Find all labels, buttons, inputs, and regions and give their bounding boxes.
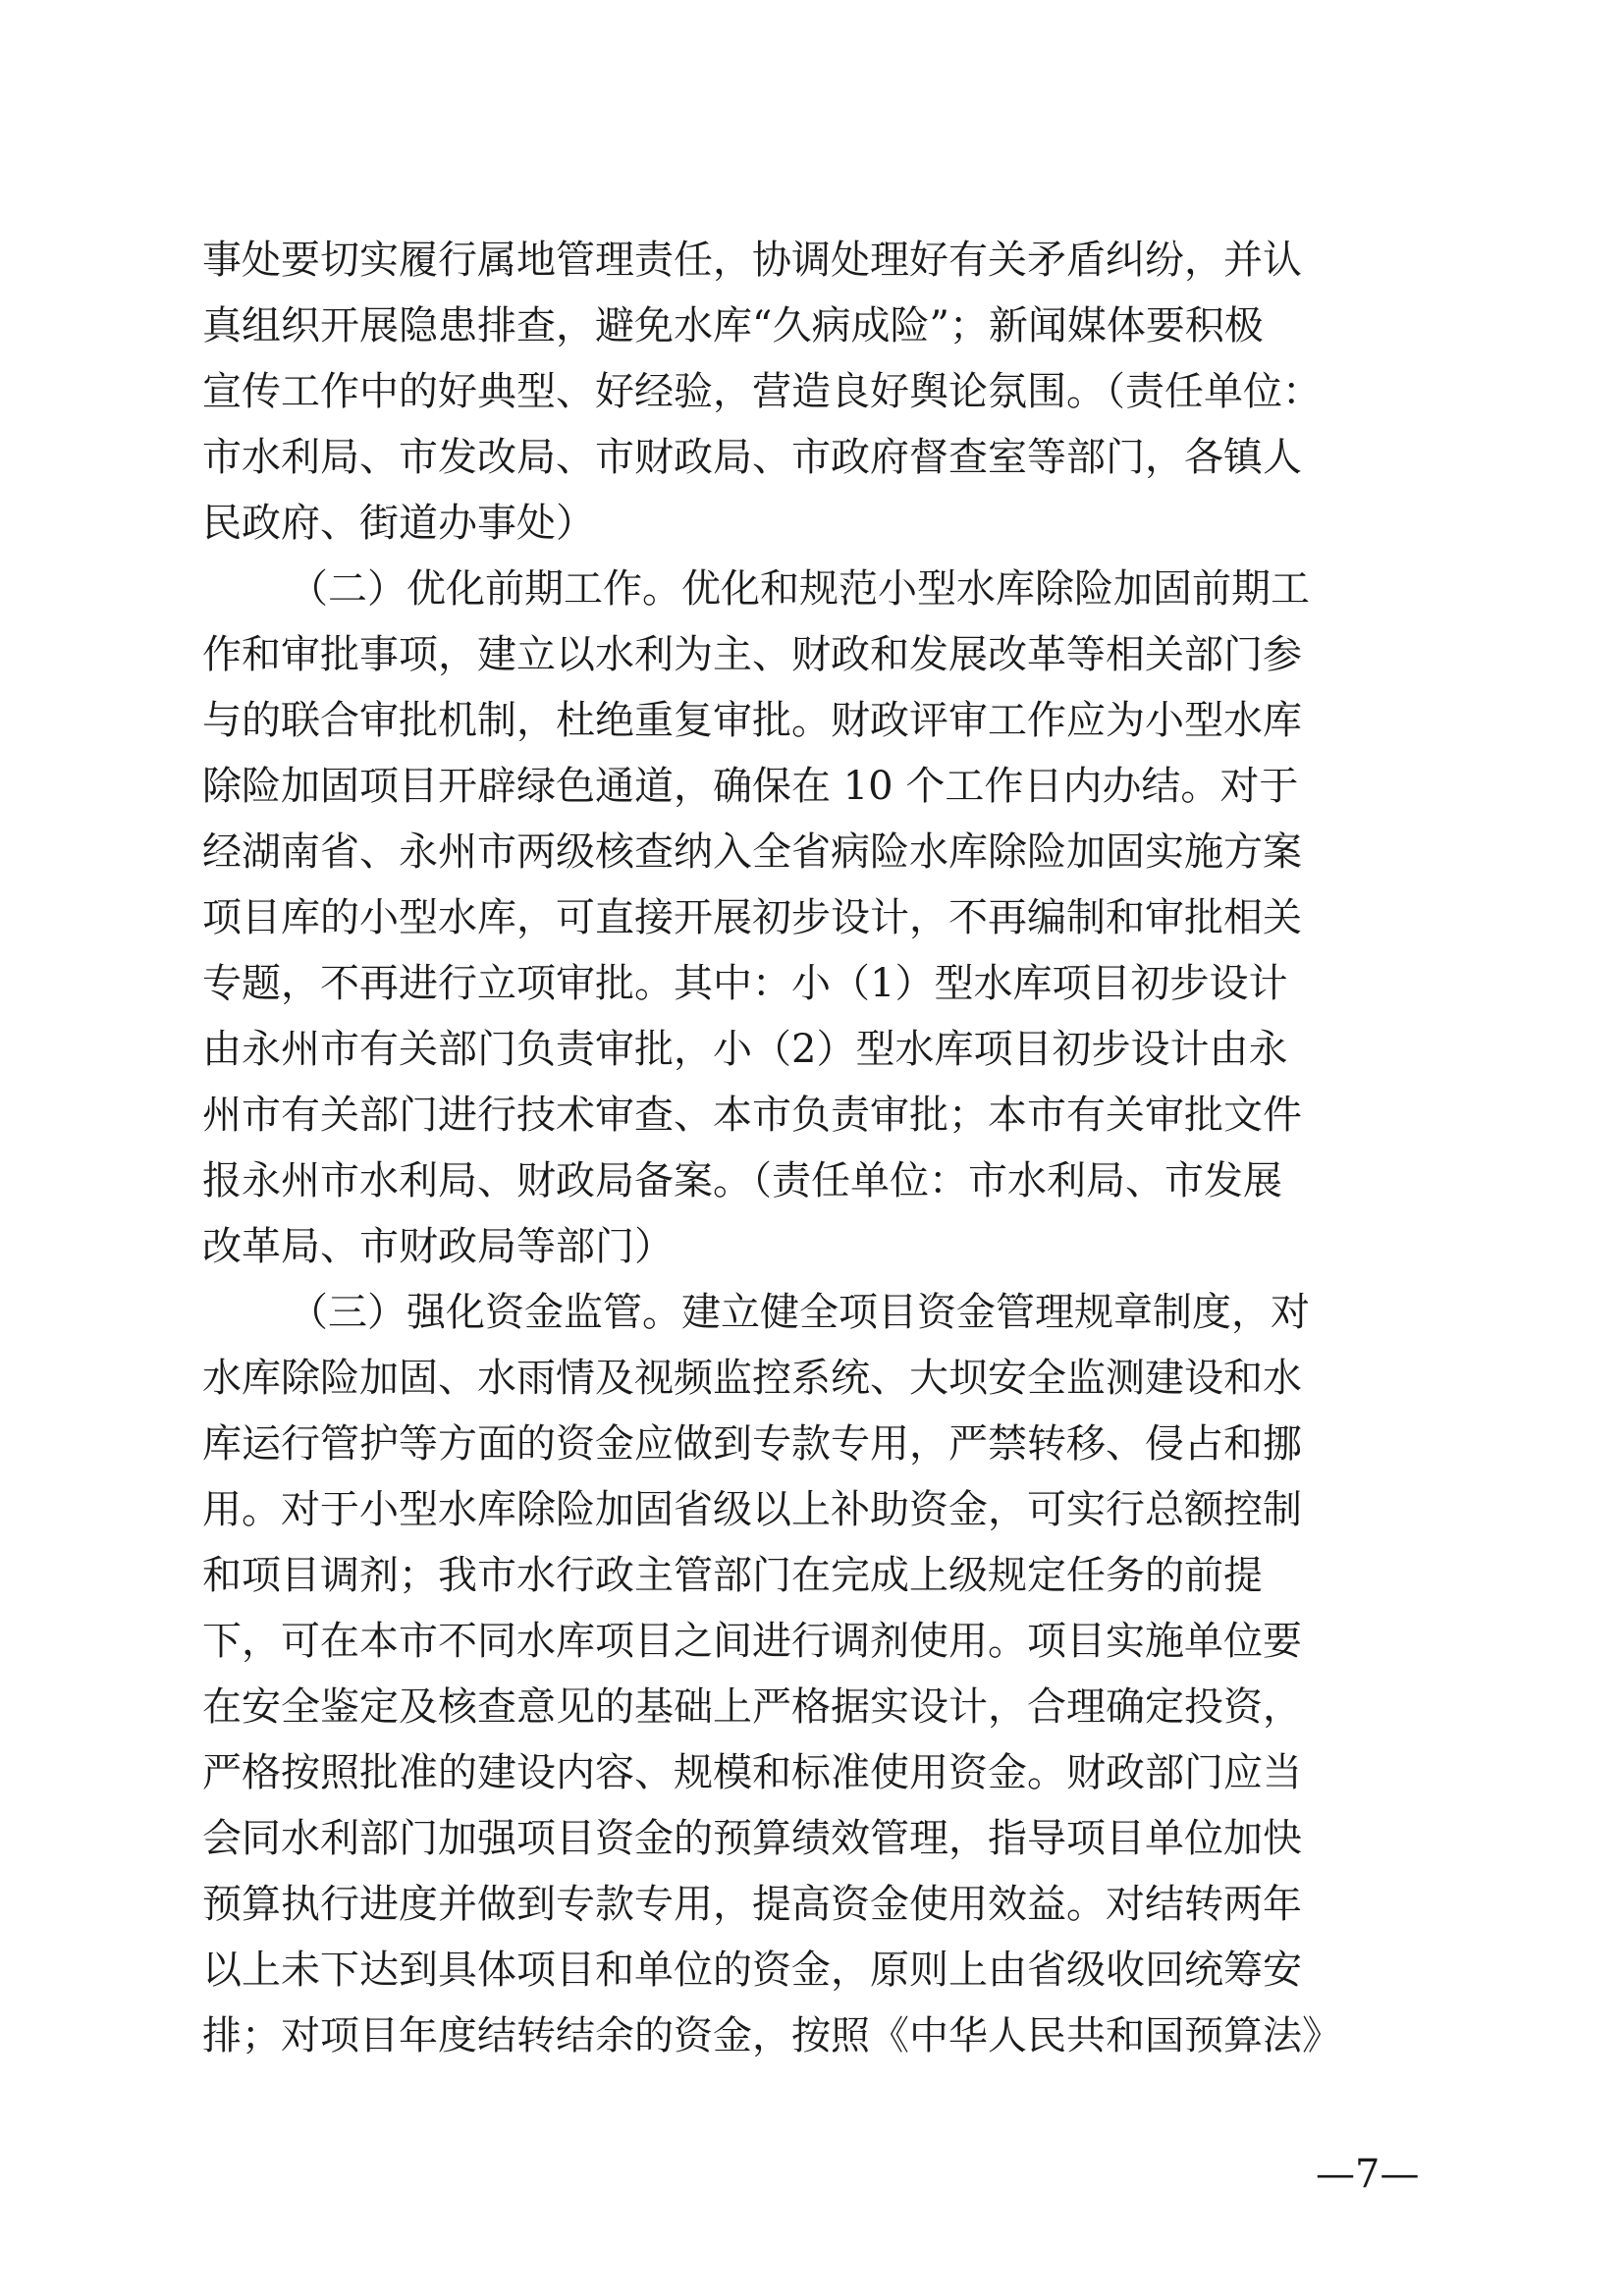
text-line: 和项目调剂；我市水行政主管部门在完成上级规定任务的前提 bbox=[202, 1553, 1263, 1598]
paragraph-start-line: （三）强化资金监管。建立健全项目资金管理规章制度，对 bbox=[289, 1290, 1310, 1335]
text-line: 会同水利部门加强项目资金的预算绩效管理，指导项目单位加快 bbox=[202, 1816, 1302, 1861]
text-line: 报永州市水利局、财政局备案。（责任单位：市水利局、市发展 bbox=[202, 1158, 1282, 1203]
text-line: 用。对于小型水库除险加固省级以上补助资金，可实行总额控制 bbox=[202, 1487, 1302, 1532]
text-line: 宣传工作中的好典型、好经验，营造良好舆论氛围。（责任单位： bbox=[202, 369, 1322, 414]
text-line: 水库除险加固、水雨情及视频监控系统、大坝安全监测建设和水 bbox=[202, 1356, 1302, 1401]
text-line: 市水利局、市发改局、市财政局、市政府督查室等部门，各镇人 bbox=[202, 435, 1302, 480]
text-line: 除险加固项目开辟绿色通道，确保在 10 个工作日内办结。对于 bbox=[202, 764, 1299, 809]
page-number: —7— bbox=[1316, 2152, 1420, 2197]
text-line: 以上未下达到具体项目和单位的资金，原则上由省级收回统筹安 bbox=[202, 1948, 1302, 1993]
text-line: 下，可在本市不同水库项目之间进行调剂使用。项目实施单位要 bbox=[202, 1619, 1302, 1664]
text-line: 库运行管护等方面的资金应做到专款专用，严禁转移、侵占和挪 bbox=[202, 1421, 1302, 1467]
text-line: 作和审批事项，建立以水利为主、财政和发展改革等相关部门参 bbox=[202, 632, 1302, 677]
text-line: 改革局、市财政局等部门） bbox=[202, 1224, 674, 1269]
text-line: 民政府、街道办事处） bbox=[202, 501, 595, 546]
text-line: 严格按照批准的建设内容、规模和标准使用资金。财政部门应当 bbox=[202, 1750, 1302, 1795]
text-line: 州市有关部门进行技术审查、本市负责审批；本市有关审批文件 bbox=[202, 1093, 1302, 1138]
text-line: 由永州市有关部门负责审批，小（2）型水库项目初步设计由永 bbox=[202, 1027, 1288, 1072]
text-line: 经湖南省、永州市两级核查纳入全省病险水库除险加固实施方案 bbox=[202, 829, 1302, 875]
body-text bbox=[202, 228, 1432, 2069]
text-line: 事处要切实履行属地管理责任，协调处理好有关矛盾纠纷，并认 bbox=[202, 238, 1302, 283]
text-line: 排；对项目年度结转结余的资金，按照《中华人民共和国预算法》 bbox=[202, 2013, 1341, 2058]
text-line: 与的联合审批机制，杜绝重复审批。财政评审工作应为小型水库 bbox=[202, 698, 1302, 743]
text-line: 真组织开展隐患排查，避免水库“久病成险”；新闻媒体要积极 bbox=[202, 303, 1264, 348]
text-line: 项目库的小型水库，可直接开展初步设计，不再编制和审批相关 bbox=[202, 895, 1302, 940]
text-line: 预算执行进度并做到专款专用，提高资金使用效益。对结转两年 bbox=[202, 1882, 1302, 1927]
paragraph-start-line: （二）优化前期工作。优化和规范小型水库除险加固前期工 bbox=[289, 566, 1310, 612]
text-line: 专题，不再进行立项审批。其中：小（1）型水库项目初步设计 bbox=[202, 961, 1288, 1006]
text-line: 在安全鉴定及核查意见的基础上严格据实设计，合理确定投资， bbox=[202, 1684, 1302, 1730]
